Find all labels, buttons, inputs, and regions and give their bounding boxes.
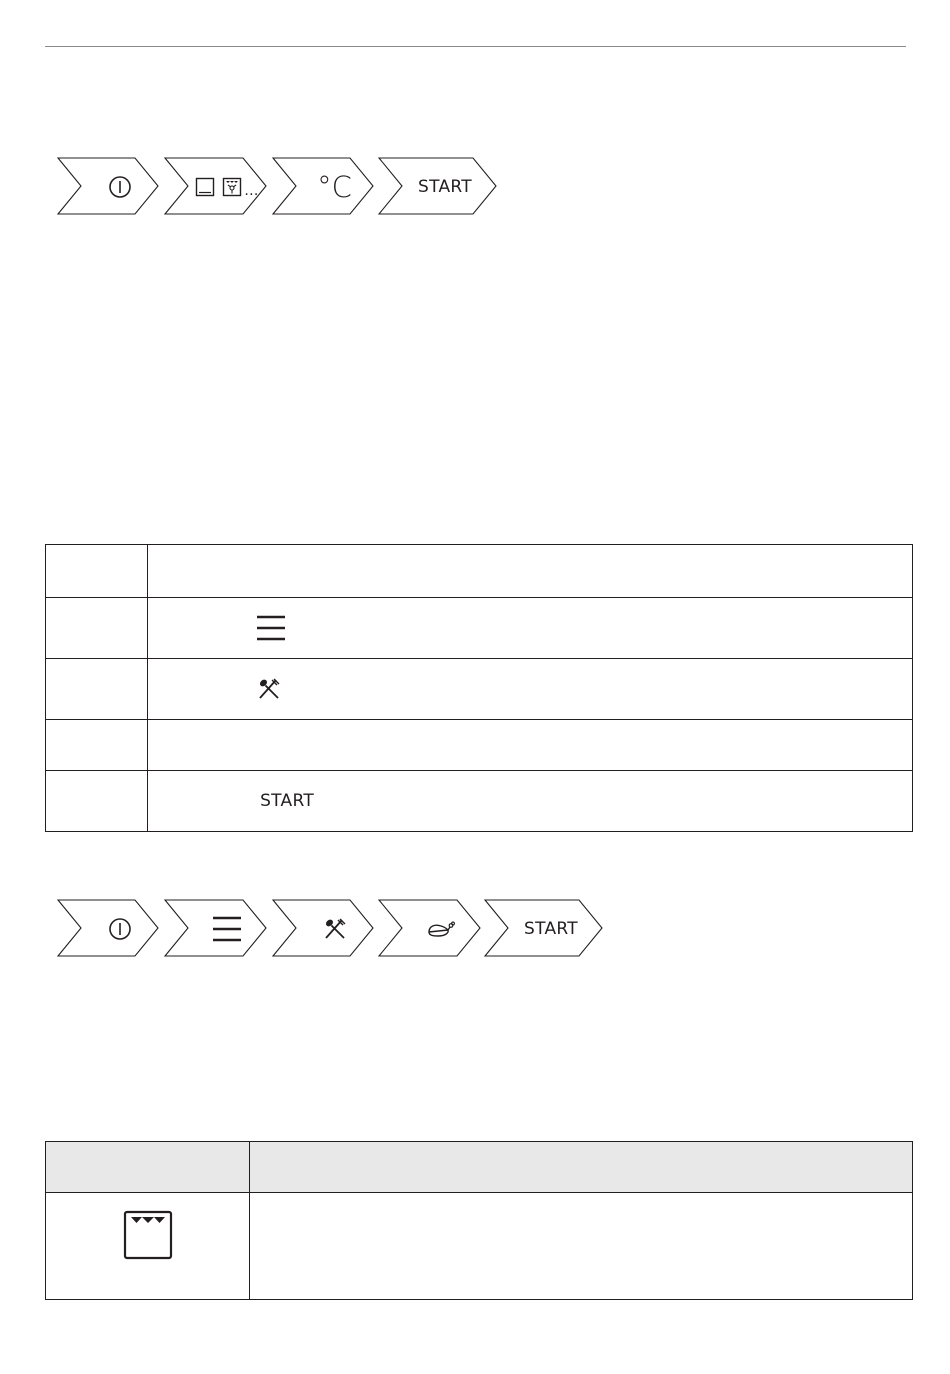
cutlery-icon bbox=[258, 678, 280, 700]
flow-1-step-mode bbox=[188, 158, 266, 216]
function-symbol-cell bbox=[46, 1193, 250, 1300]
steps-table-row bbox=[46, 720, 913, 771]
flow-2-step-roast bbox=[402, 900, 480, 958]
step-number-cell bbox=[46, 598, 148, 659]
steps-table-row bbox=[46, 598, 913, 659]
header-symbol-cell bbox=[46, 1142, 250, 1193]
steps-table bbox=[45, 544, 913, 832]
start-label: START bbox=[418, 177, 472, 197]
step-number-cell bbox=[46, 771, 148, 832]
flow-1-mode-ellipsis: ... bbox=[244, 183, 259, 199]
function-description-cell bbox=[250, 1193, 913, 1300]
oven-mode-icon bbox=[195, 177, 215, 197]
step-number-cell bbox=[46, 659, 148, 720]
menu-icon bbox=[212, 916, 242, 942]
step-number-cell bbox=[46, 545, 148, 598]
header-description-cell bbox=[250, 1142, 913, 1193]
flow-1-step-temperature bbox=[296, 158, 373, 216]
start-label: START bbox=[524, 919, 578, 939]
top-heat-oven-icon bbox=[123, 1210, 173, 1260]
top-rule bbox=[45, 46, 906, 47]
flow-1-step-power bbox=[81, 158, 158, 216]
step-number-cell bbox=[46, 720, 148, 771]
steps-table-row bbox=[46, 659, 913, 720]
step-description-cell bbox=[148, 771, 913, 832]
flow-1-step-start bbox=[402, 158, 496, 216]
cutlery-icon bbox=[324, 918, 346, 940]
operation-flow-2 bbox=[57, 900, 603, 958]
operation-flow-1 bbox=[57, 158, 497, 216]
start-label: START bbox=[260, 791, 315, 811]
fan-grill-mode-icon bbox=[222, 177, 242, 197]
function-table-row bbox=[46, 1193, 913, 1300]
flow-2-step-cutlery bbox=[296, 900, 373, 958]
menu-icon bbox=[256, 615, 286, 641]
flow-2-step-power bbox=[81, 900, 158, 958]
step-description-cell bbox=[148, 598, 913, 659]
steps-table-row bbox=[46, 771, 913, 832]
function-table-header bbox=[46, 1142, 913, 1193]
step-description-cell bbox=[148, 659, 913, 720]
roast-chicken-icon bbox=[427, 920, 455, 938]
celsius-label: °C bbox=[317, 170, 352, 204]
function-table bbox=[45, 1141, 913, 1300]
step-description-cell bbox=[148, 545, 913, 598]
power-icon bbox=[108, 917, 132, 941]
step-description-cell bbox=[148, 720, 913, 771]
flow-2-step-start bbox=[508, 900, 602, 958]
power-icon bbox=[108, 175, 132, 199]
flow-2-step-menu bbox=[188, 900, 266, 958]
steps-table-row bbox=[46, 545, 913, 598]
